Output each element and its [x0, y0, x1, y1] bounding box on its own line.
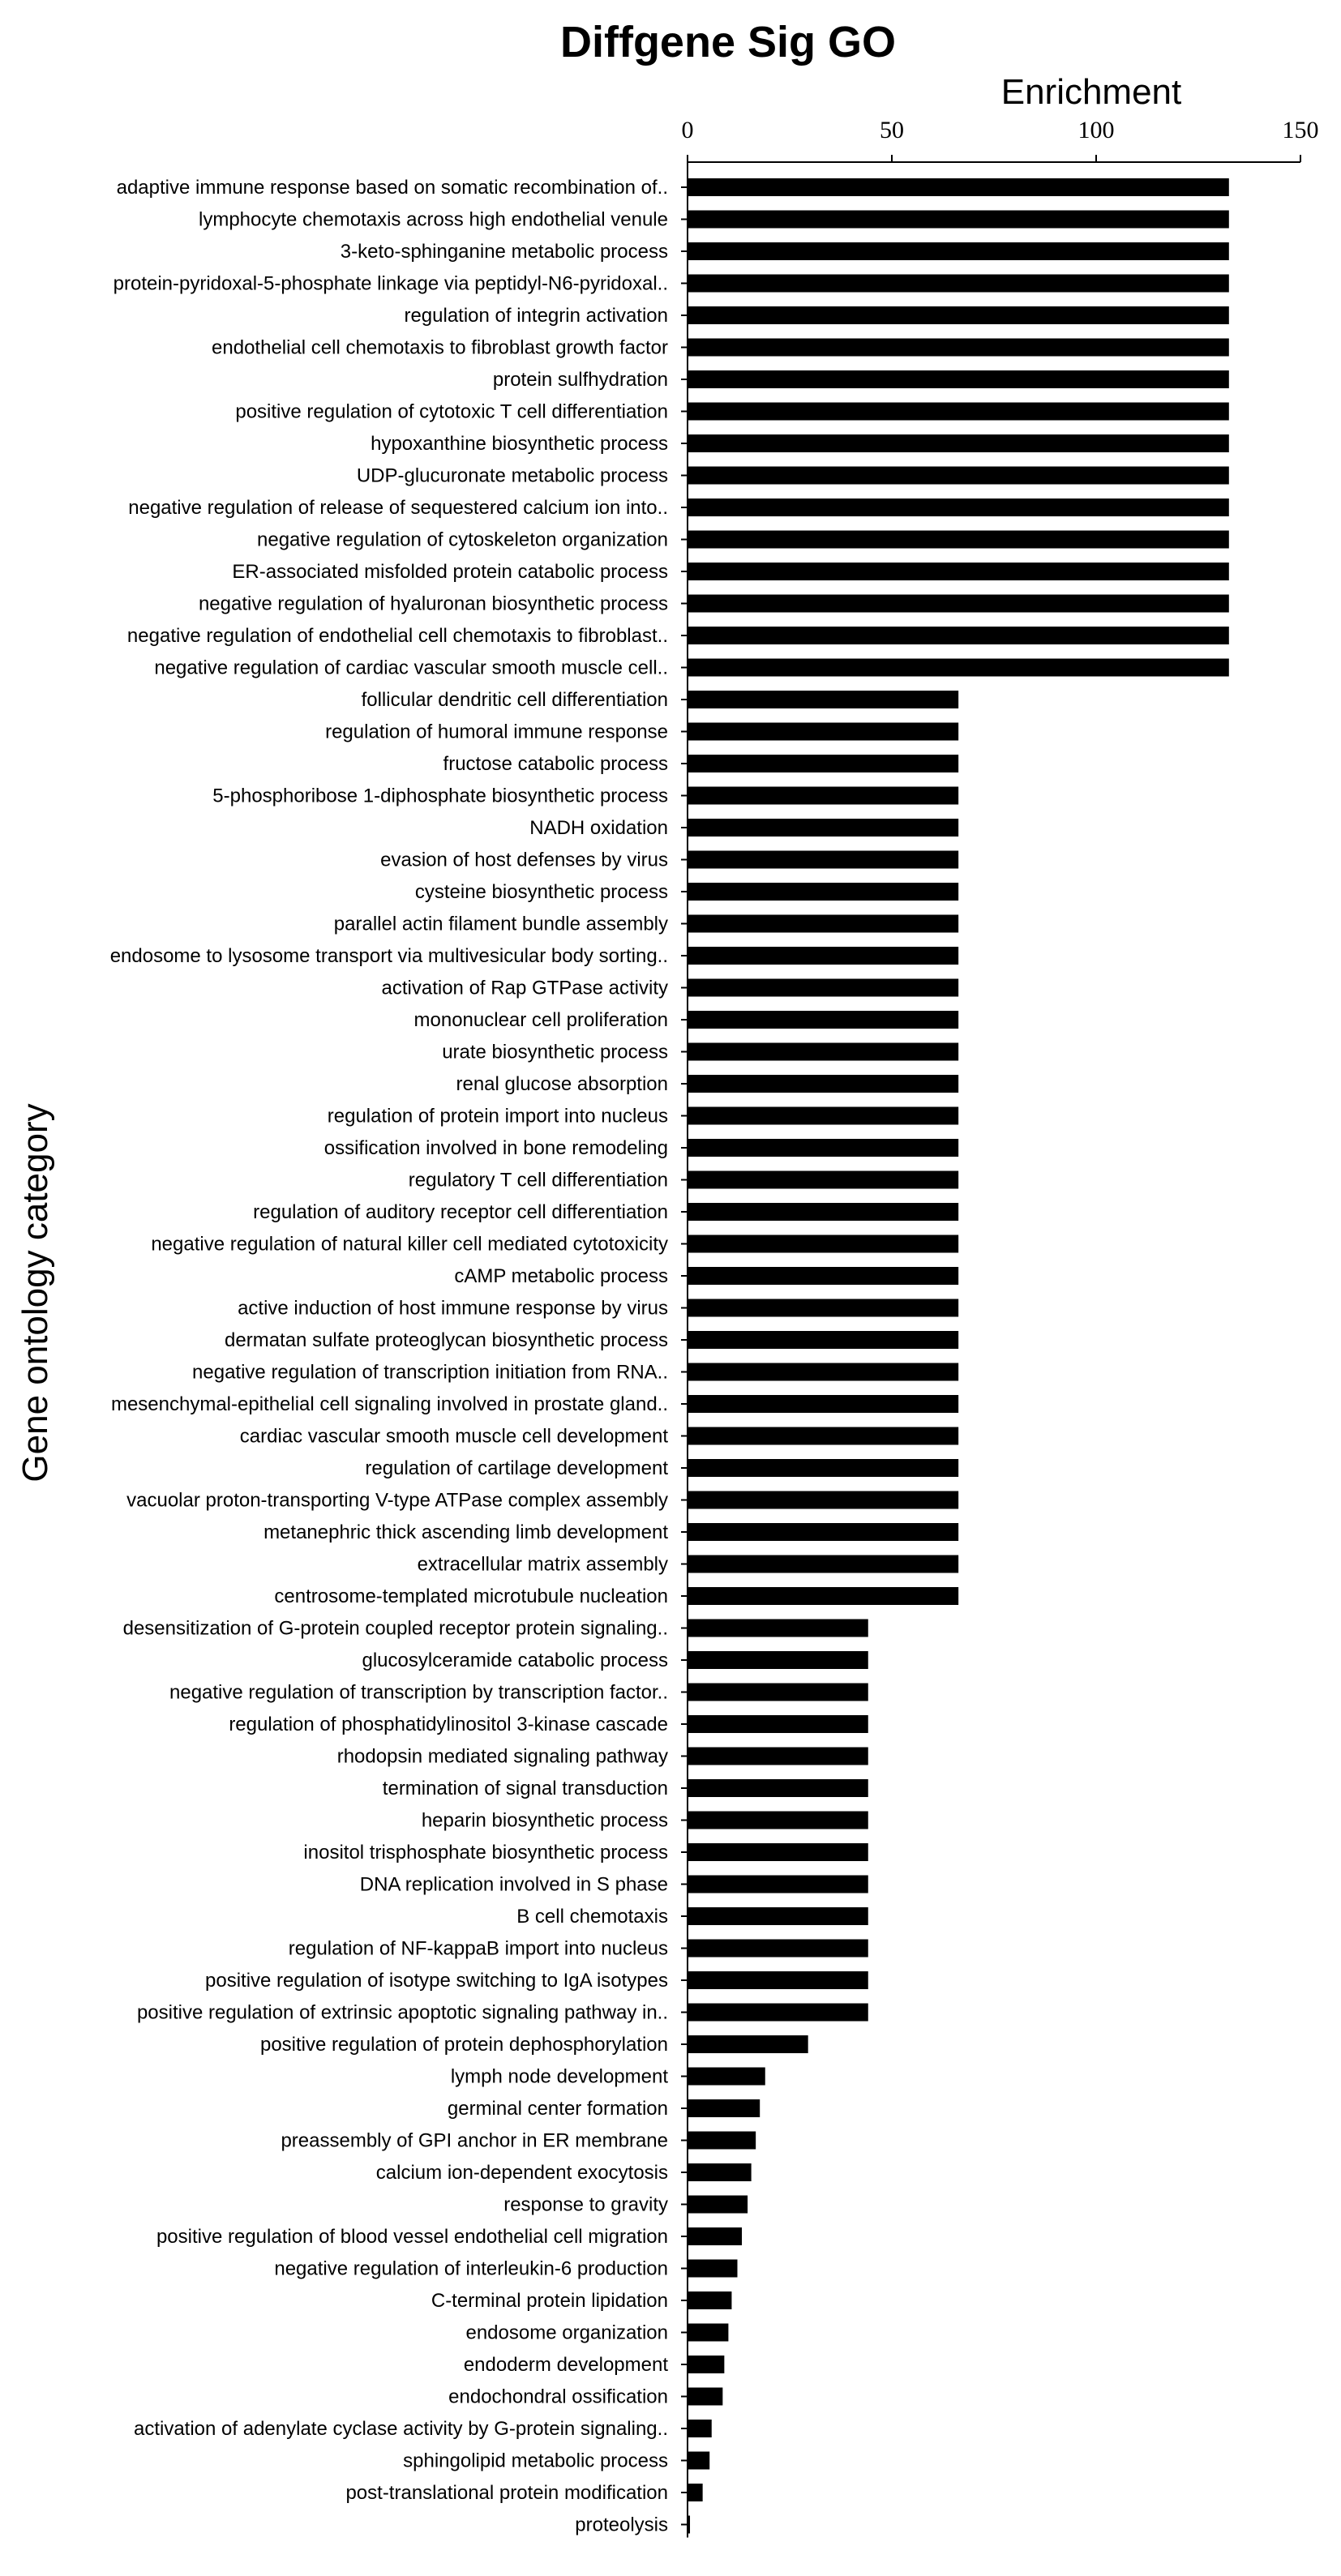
category-label: regulation of auditory receptor cell differentiation [253, 1201, 668, 1223]
bar [688, 1907, 868, 1925]
category-label: sphingolipid metabolic process [403, 2450, 668, 2472]
bar [688, 275, 1229, 293]
category-label: mononuclear cell proliferation [413, 1009, 668, 1031]
bar [688, 531, 1229, 549]
bar [688, 1171, 958, 1189]
bar [688, 1940, 868, 1958]
category-label: calcium ion-dependent exocytosis [375, 2162, 668, 2184]
bar [688, 499, 1229, 516]
category-label: endothelial cell chemotaxis to fibroblast growth factor [212, 336, 668, 359]
bar [688, 1651, 868, 1669]
bar [688, 787, 958, 805]
bar [688, 755, 958, 772]
bar [688, 178, 1229, 196]
category-label: activation of Rap GTPase activity [381, 977, 668, 999]
bar [688, 467, 1229, 485]
category-label: post-translational protein modification [345, 2482, 668, 2504]
bar [688, 2452, 709, 2470]
category-label: regulatory T cell differentiation [408, 1169, 668, 1192]
bar [688, 2516, 690, 2534]
bar [688, 1299, 958, 1317]
category-label: cardiac vascular smooth muscle cell development [239, 1425, 668, 1448]
category-label: regulation of humoral immune response [325, 721, 668, 743]
category-label: evasion of host defenses by virus [380, 849, 668, 871]
category-label: negative regulation of natural killer cell mediated cytotoxicity [151, 1233, 668, 1256]
category-label: renal glucose absorption [456, 1073, 668, 1095]
bar [688, 2035, 808, 2053]
category-label: ossification involved in bone remodeling [323, 1137, 668, 1159]
category-label: hypoxanthine biosynthetic process [371, 433, 668, 455]
bar [688, 1523, 958, 1541]
category-label: dermatan sulfate proteoglycan biosynthetic process [225, 1329, 668, 1351]
x-axis-ticks [682, 117, 1319, 162]
category-label: negative regulation of interleukin-6 production [274, 2257, 668, 2280]
category-label: lymphocyte chemotaxis across high endothelial venule [199, 208, 668, 231]
bar [688, 1715, 868, 1733]
category-label: ER-associated misfolded protein catabolic process [232, 561, 668, 583]
bar [688, 627, 1229, 644]
bars [688, 178, 1229, 2534]
category-label: protein-pyridoxal-5-phosphate linkage via peptidyl-N6-pyridoxal.. [113, 272, 668, 295]
bar [688, 434, 1229, 452]
category-label: mesenchymal-epithelial cell signaling involved in prostate gland.. [110, 1393, 668, 1415]
bar [688, 1203, 958, 1221]
bar [688, 1812, 868, 1829]
category-label: regulation of integrin activation [404, 305, 668, 327]
category-label: cAMP metabolic process [454, 1265, 668, 1287]
category-label: 3-keto-sphinganine metabolic process [340, 241, 668, 263]
category-label: centrosome-templated microtubule nucleation [274, 1585, 668, 1607]
category-label: active induction of host immune response by virus [238, 1297, 668, 1320]
bar [688, 1267, 958, 1285]
category-label: positive regulation of blood vessel endothelial cell migration [156, 2226, 668, 2248]
category-label: negative regulation of transcription by transcription factor.. [169, 1681, 668, 1704]
category-label: NADH oxidation [529, 817, 668, 839]
bar [688, 242, 1229, 260]
bar [688, 1363, 958, 1381]
category-label: parallel actin filament bundle assembly [333, 913, 668, 935]
category-label: urate biosynthetic process [442, 1041, 668, 1063]
category-label: protein sulfhydration [492, 369, 668, 391]
category-label: inositol trisphosphate biosynthetic process [303, 1842, 668, 1864]
bar [688, 1459, 958, 1477]
bar [688, 1491, 958, 1509]
category-label: negative regulation of hyaluronan biosynthetic process [198, 593, 668, 615]
bar [688, 1395, 958, 1413]
bar [688, 403, 1229, 421]
x-tick-label: 50 [880, 117, 904, 143]
bar [688, 915, 958, 933]
bar [688, 659, 1229, 677]
y-axis-title: Gene ontology category [15, 1103, 55, 1483]
category-label: preassembly of GPI anchor in ER membrane [281, 2129, 668, 2152]
bar [688, 1011, 958, 1029]
bar [688, 1139, 958, 1157]
bar [688, 2484, 703, 2501]
bar [688, 370, 1229, 388]
bar [688, 1555, 958, 1573]
bar [688, 851, 958, 869]
category-label: endosome to lysosome transport via multivesicular body sorting.. [109, 945, 668, 967]
bar [688, 2388, 722, 2406]
category-labels [110, 177, 688, 2536]
category-label: C-terminal protein lipidation [431, 2290, 668, 2312]
category-label: follicular dendritic cell differentiation [361, 689, 668, 711]
category-label: vacuolar proton-transporting V-type ATPase complex assembly [126, 1489, 668, 1512]
bar [688, 2163, 752, 2181]
bar [688, 1587, 958, 1605]
category-label: regulation of phosphatidylinositol 3-kinase cascade [229, 1714, 668, 1735]
category-label: positive regulation of protein dephosphorylation [259, 2034, 668, 2056]
x-tick-label: 100 [1078, 117, 1115, 143]
bar [688, 2227, 742, 2245]
category-label: adaptive immune response based on somatic recombination of.. [116, 177, 668, 199]
category-label: endochondral ossification [448, 2386, 668, 2408]
category-label: negative regulation of cardiac vascular smooth muscle cell.. [154, 657, 668, 679]
x-axis-title: Enrichment [1000, 72, 1182, 112]
category-label: positive regulation of extrinsic apoptotic signaling pathway in.. [136, 2001, 668, 2024]
category-label: 5-phosphoribose 1-diphosphate biosynthetic process [212, 785, 668, 807]
bar [688, 947, 958, 965]
category-label: desensitization of G-protein coupled receptor protein signaling.. [122, 1617, 668, 1640]
category-label: negative regulation of release of sequestered calcium ion into.. [128, 497, 668, 519]
bar [688, 2260, 737, 2278]
bar [688, 2068, 765, 2086]
bar [688, 1971, 868, 1989]
category-label: fructose catabolic process [443, 753, 668, 775]
bar [688, 691, 958, 708]
axes [688, 162, 1300, 2538]
category-label: glucosylceramide catabolic process [362, 1650, 668, 1671]
category-label: germinal center formation [447, 2098, 668, 2120]
bar [688, 1331, 958, 1349]
category-label: DNA replication involved in S phase [359, 1873, 668, 1896]
x-tick-label: 0 [681, 117, 694, 143]
category-label: response to gravity [503, 2193, 668, 2216]
category-label: negative regulation of transcription initiation from RNA.. [192, 1361, 668, 1384]
bar [688, 819, 958, 837]
bar [688, 2132, 756, 2150]
bar [688, 339, 1229, 357]
bar [688, 1075, 958, 1093]
bar [688, 595, 1229, 613]
category-label: regulation of NF-kappaB import into nucleus [288, 1937, 668, 1960]
category-label: rhodopsin mediated signaling pathway [336, 1745, 668, 1768]
bar [688, 1684, 868, 1701]
bar [688, 1620, 868, 1637]
bar [688, 883, 958, 901]
bar [688, 1107, 958, 1125]
bar [688, 211, 1229, 229]
category-label: proteolysis [575, 2514, 668, 2536]
category-label: endoderm development [463, 2354, 668, 2376]
bar [688, 1876, 868, 1893]
category-label: lymph node development [450, 2065, 668, 2088]
category-label: extracellular matrix assembly [417, 1553, 668, 1576]
category-label: endosome organization [465, 2321, 668, 2344]
bar [688, 1843, 868, 1861]
bar [688, 2099, 760, 2117]
category-label: UDP-glucuronate metabolic process [356, 464, 668, 487]
category-label: positive regulation of cytotoxic T cell differentiation [235, 400, 668, 423]
bar [688, 2291, 731, 2309]
bar [688, 723, 958, 741]
category-label: regulation of protein import into nucleus [327, 1105, 668, 1128]
category-label: negative regulation of endothelial cell chemotaxis to fibroblast.. [126, 625, 668, 647]
bar [688, 1779, 868, 1797]
bar [688, 306, 1229, 324]
category-label: cysteine biosynthetic process [414, 881, 668, 903]
bar [688, 2356, 724, 2373]
category-label: heparin biosynthetic process [421, 1809, 668, 1832]
bar [688, 2324, 728, 2342]
x-tick-label: 150 [1282, 117, 1319, 143]
category-label: termination of signal transduction [382, 1778, 668, 1799]
bar [688, 1235, 958, 1253]
bar [688, 1748, 868, 1765]
bar [688, 1043, 958, 1061]
bar [688, 2420, 712, 2437]
bar [688, 979, 958, 997]
chart-title: Diffgene Sig GO [559, 18, 897, 66]
category-label: B cell chemotaxis [516, 1906, 668, 1928]
bar [688, 563, 1229, 580]
category-label: negative regulation of cytoskeleton organization [257, 528, 668, 551]
bar [688, 1427, 958, 1445]
category-label: regulation of cartilage development [365, 1457, 668, 1479]
category-label: metanephric thick ascending limb development [263, 1521, 668, 1543]
bar [688, 2196, 748, 2214]
category-label: positive regulation of isotype switching to IgA isotypes [205, 1970, 668, 1992]
bar [688, 2004, 868, 2022]
category-label: activation of adenylate cyclase activity by G-protein signaling.. [133, 2418, 668, 2440]
